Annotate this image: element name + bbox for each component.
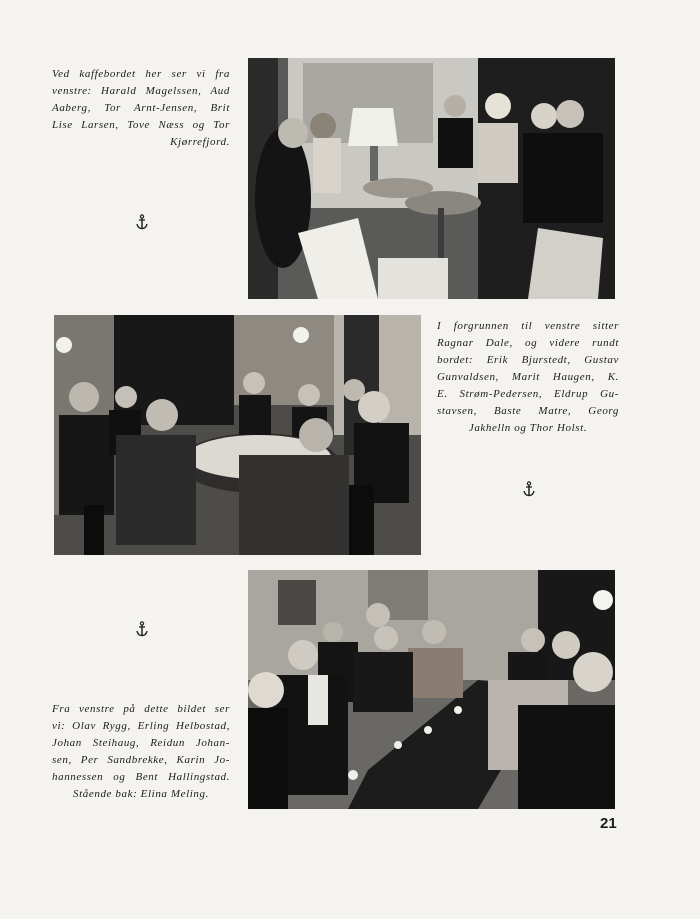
caption-line: stavsen, Baste Matre, Georg [437, 405, 619, 417]
caption-line: E. Strøm-Pedersen, Eldrup Gu- [437, 388, 619, 400]
caption-line: Kjørrefjord. [170, 136, 230, 148]
caption-line: I forgrunnen til venstre sitter [437, 320, 619, 332]
caption-dinner-table [437, 318, 619, 437]
caption-line: bordet: Erik Bjurstedt, Gustav [437, 354, 619, 366]
anchor-icon [522, 481, 536, 497]
photo-long-table [248, 570, 615, 809]
caption-line: Fra venstre på dette bildet ser [52, 703, 230, 715]
caption-line: Gunvaldsen, Marit Haugen, K. [437, 371, 619, 383]
caption-line: hannessen og Bent Hallingstad. [52, 771, 230, 783]
anchor-icon [135, 621, 149, 637]
caption-line: Johan Steihaug, Reidun Johan- [52, 737, 230, 749]
caption-line: Stående bak: Elina Meling. [73, 788, 209, 800]
caption-line: sen, Per Sandbrekke, Karin Jo- [52, 754, 230, 766]
caption-line: Ragnar Dale, og videre rundt [437, 337, 619, 349]
caption-long-table [52, 701, 230, 803]
caption-line: Jakhelln og Thor Holst. [468, 422, 588, 434]
photo-dinner-table [54, 315, 421, 555]
caption-line: Aaberg, Tor Arnt-Jensen, Brit [52, 102, 230, 114]
page-number: 21 [600, 815, 617, 832]
caption-line: Lise Larsen, Tove Næss og Tor [52, 119, 230, 131]
caption-line: Ved kaffebordet her ser vi fra [52, 68, 230, 80]
caption-line: vi: Olav Rygg, Erling Helbostad, [52, 720, 230, 732]
anchor-icon [135, 214, 149, 230]
photo-coffee-table [248, 58, 615, 299]
caption-coffee-table [52, 66, 230, 151]
caption-line: venstre: Harald Magelssen, Aud [52, 85, 230, 97]
